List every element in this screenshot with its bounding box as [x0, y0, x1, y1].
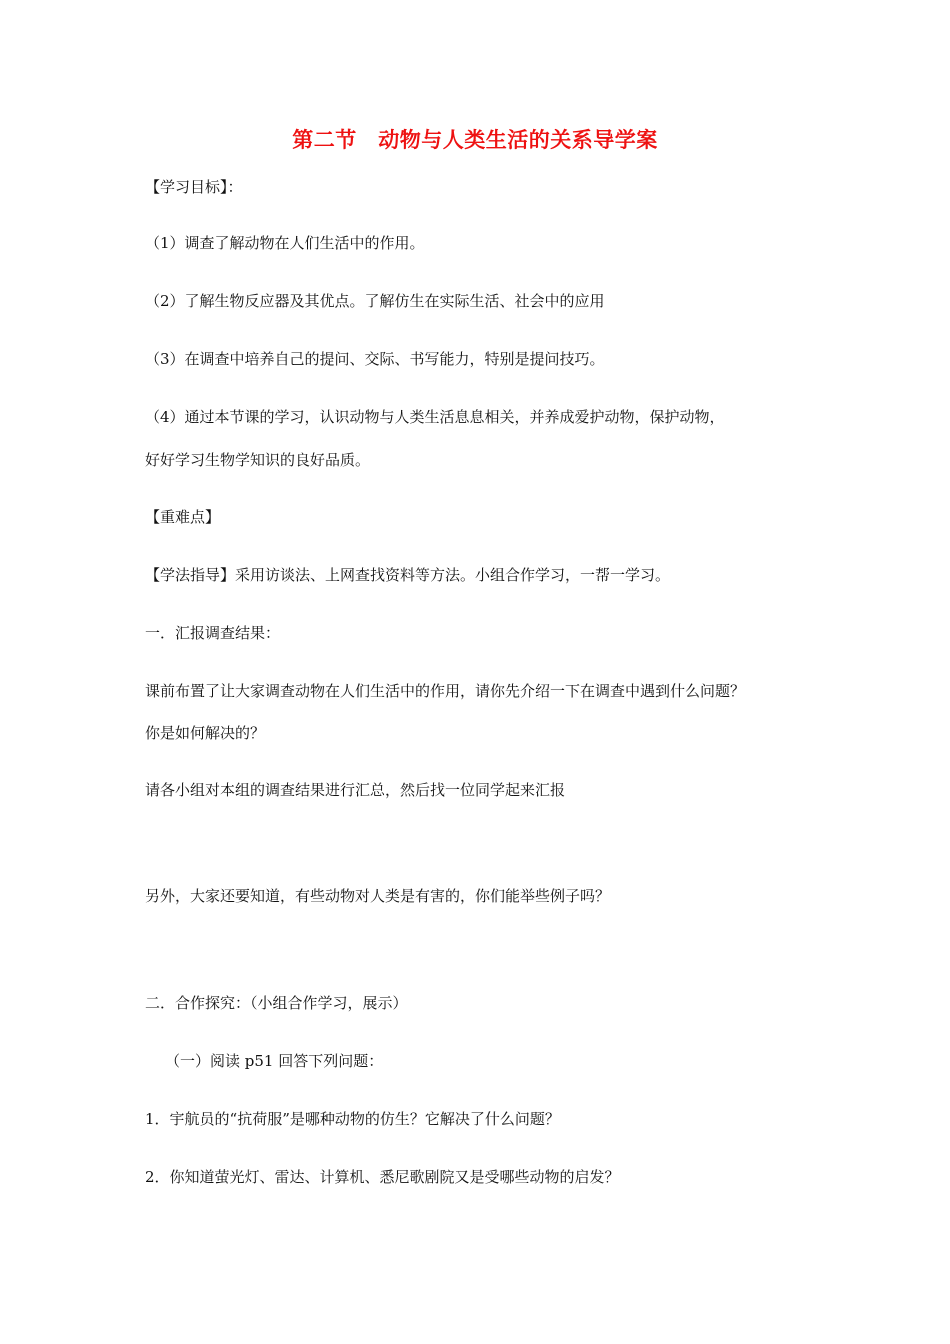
section-1-paragraph-3: 另外，大家还要知道，有些动物对人类是有害的，你们能举些例子吗？ [145, 887, 611, 905]
section-1-paragraph-line-2: 你是如何解决的？ [145, 724, 266, 742]
question-2: 2．你知道萤光灯、雷达、计算机、悉尼歌剧院又是受哪些动物的启发？ [145, 1168, 620, 1186]
key-points-heading: 【重难点】 [145, 508, 221, 526]
page-title: 第二节 动物与人类生活的关系导学案 [292, 128, 658, 152]
objective-item-3: （3）在调查中培养自己的提问、交际、书写能力，特别是提问技巧。 [145, 350, 605, 368]
objective-item-1: （1）调查了解动物在人们生活中的作用。 [145, 234, 425, 252]
section-2-heading: 二．合作探究：（小组合作学习，展示） [145, 994, 408, 1012]
section-2-sub-heading: （一）阅读 p51 回答下列问题： [165, 1052, 384, 1070]
section-1-paragraph-line-1: 课前布置了让大家调查动物在人们生活中的作用，请你先介绍一下在调查中遇到什么问题？ [145, 682, 746, 700]
objective-item-4-continued: 好好学习生物学知识的良好品质。 [145, 451, 371, 469]
objective-item-4: （4）通过本节课的学习，认识动物与人类生活息息相关，并养成爱护动物，保护动物， [145, 408, 725, 426]
study-method: 【学法指导】采用访谈法、上网查找资料等方法。小组合作学习，一帮一学习。 [145, 566, 671, 584]
section-1-heading: 一．汇报调查结果： [145, 624, 281, 642]
question-1: 1．宇航员的“抗荷服”是哪种动物的仿生？它解决了什么问题？ [145, 1110, 560, 1128]
objectives-heading: 【学习目标】： [145, 178, 243, 196]
section-1-paragraph-2: 请各小组对本组的调查结果进行汇总，然后找一位同学起来汇报 [145, 781, 566, 799]
objective-item-2: （2）了解生物反应器及其优点。了解仿生在实际生活、社会中的应用 [145, 292, 605, 310]
